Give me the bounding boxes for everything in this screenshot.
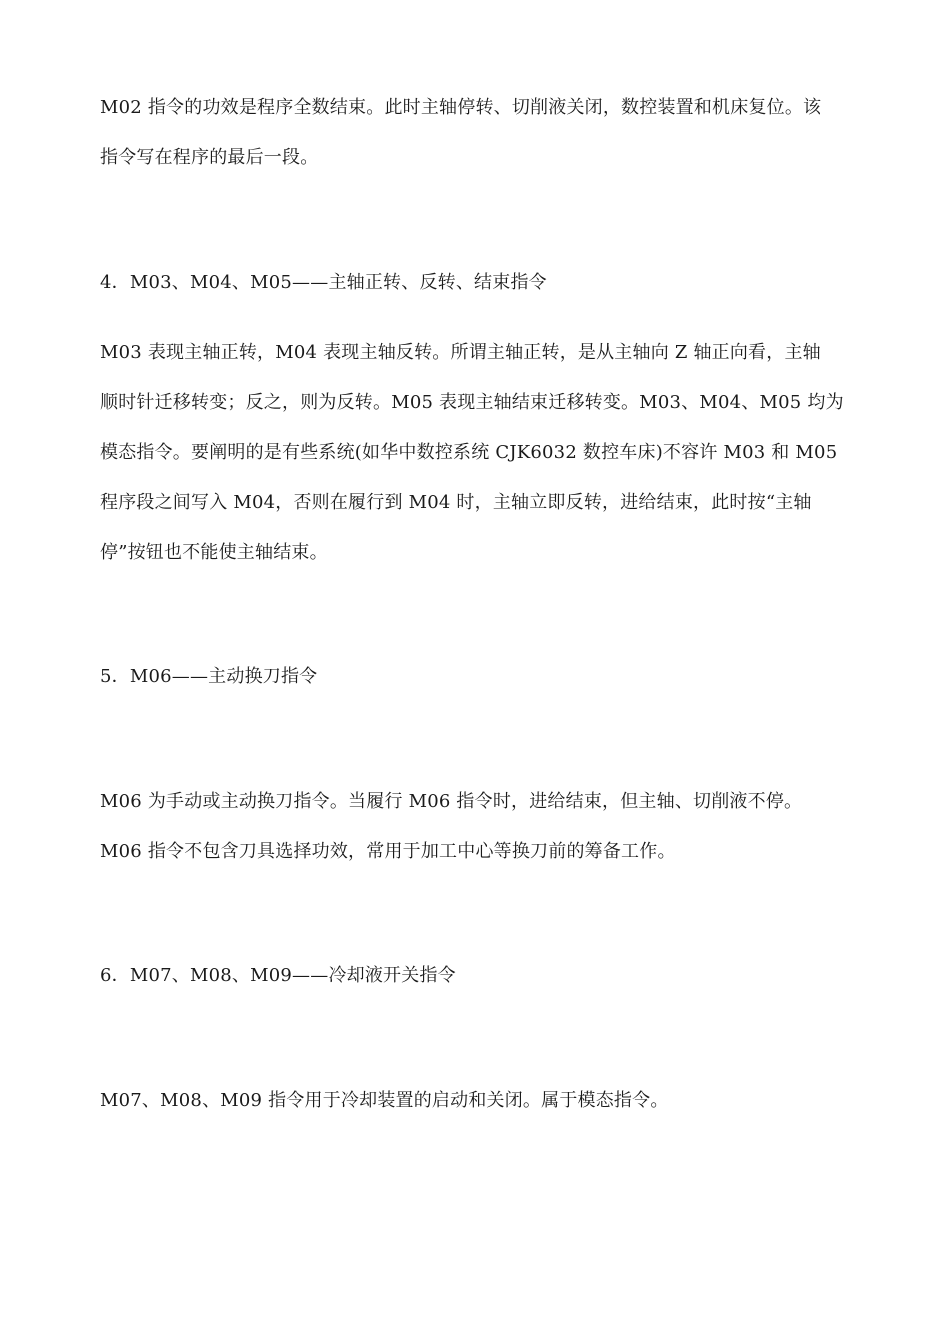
paragraph-line: M03 表现主轴正转，M04 表现主轴反转。所谓主轴正转，是从主轴向 Z 轴正向看，主轴	[100, 342, 821, 363]
paragraph-line: M02 指令的功效是程序全数结束。此时主轴停转、切削液关闭，数控装置和机床复位。该	[100, 97, 822, 118]
section-heading: 5．M06——主动换刀指令	[100, 666, 318, 687]
paragraph-line: M06 为手动或主动换刀指令。当履行 M06 指令时，进给结束，但主轴、切削液不停。	[100, 791, 803, 812]
paragraph-line: 指令写在程序的最后一段。	[100, 147, 319, 168]
paragraph-line: 停”按钮也不能使主轴结束。	[100, 542, 328, 563]
paragraph-line: 模态指令。要阐明的是有些系统(如华中数控系统 CJK6032 数控车床)不容许 M03 和 M05	[100, 442, 838, 463]
paragraph-line: M07、M08、M09 指令用于冷却装置的启动和关闭。属于模态指令。	[100, 1090, 669, 1111]
paragraph-line: M06 指令不包含刀具选择功效，常用于加工中心等换刀前的筹备工作。	[100, 841, 676, 862]
paragraph-line: 程序段之间写入 M04，否则在履行到 M04 时，主轴立即反转，进给结束，此时按“主轴	[100, 492, 812, 513]
section-heading: 6．M07、M08、M09——冷却液开关指令	[100, 965, 456, 986]
paragraph-line: 顺时针迁移转变；反之，则为反转。M05 表现主轴结束迁移转变。M03、M04、M05 均为	[100, 392, 844, 413]
section-heading: 4．M03、M04、M05——主轴正转、反转、结束指令	[100, 272, 547, 293]
